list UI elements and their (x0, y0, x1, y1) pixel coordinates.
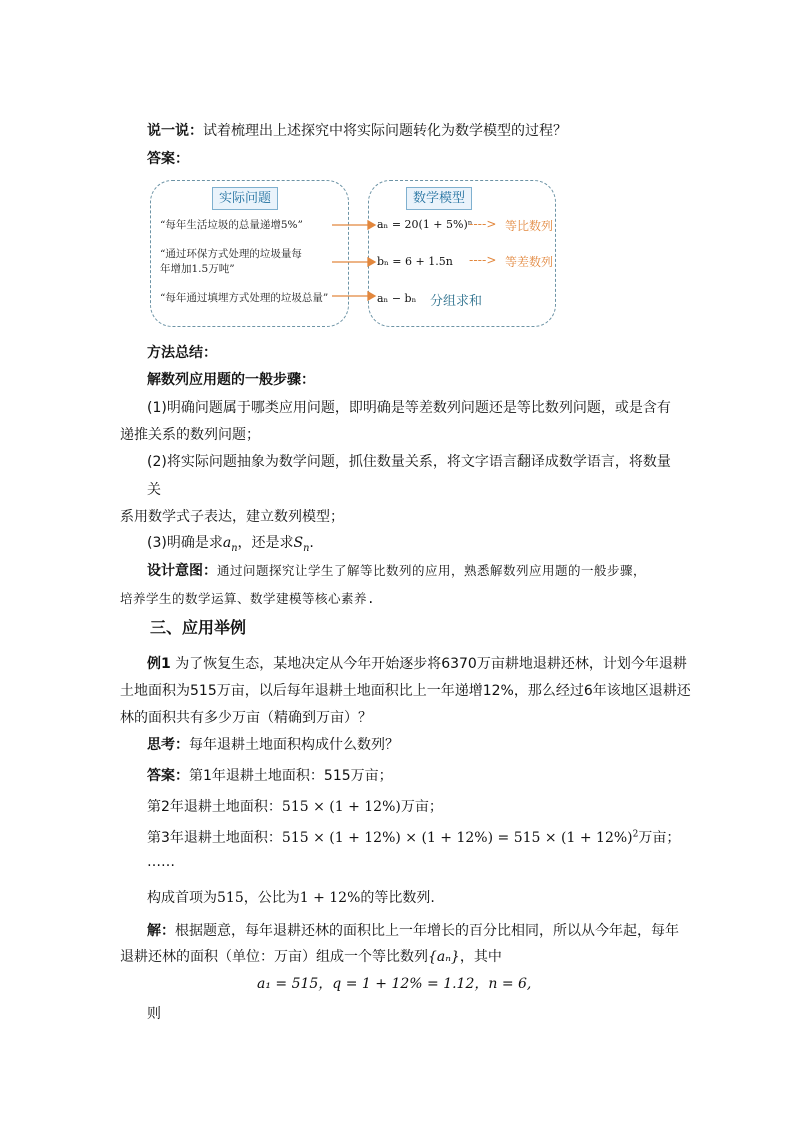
step-3-sn: S (293, 535, 304, 551)
discuss-line (147, 120, 567, 140)
step-3-pre: (3)明确是求 (147, 535, 223, 551)
year-3-pre: 第3年退耕土地面积： (147, 830, 282, 846)
step-3-end: . (309, 535, 314, 551)
solution-formula: a₁ = 515，q = 1 + 12% = 1.12，n = 6, (257, 976, 532, 992)
year-2-post: 万亩； (400, 799, 443, 815)
answer-year-3 (147, 827, 680, 847)
year-3-math: 515 × (1 + 12%) × (1 + 12%) = 515 × (1 + 12%) (281, 830, 633, 846)
discuss-label: 说一说： (147, 123, 203, 139)
conclusion-a: 515 (217, 890, 244, 906)
think-label: 思考： (147, 737, 189, 753)
example-label: 例1 (147, 656, 171, 672)
section-heading: 三、应用举例 (150, 618, 247, 637)
think-text: 每年退耕土地面积构成什么数列？ (189, 737, 399, 753)
design-line-1 (147, 560, 646, 580)
example-line-2: 土地面积为515万亩，以后每年退耕土地面积比上一年递增12%，那么经过6年该地区退耕还 (120, 683, 691, 699)
step-3-an-sub: n (231, 542, 238, 554)
arrow-2-head (368, 258, 375, 266)
conclusion-q: 1 + 12% (299, 890, 361, 906)
arrow-1-head (368, 221, 375, 229)
answer-year-1 (147, 765, 393, 785)
year-1-text: 第1年退耕土地面积：515万亩； (189, 768, 393, 784)
step-3-an: a (222, 535, 232, 551)
conclusion-mid: ，公比为 (243, 890, 300, 906)
example-text-1: 为了恢复生态，某地决定从今年开始逐步将6370万亩耕地退耕还林，计划今年退耕 (170, 656, 687, 672)
step-1-line-1: (1)明确问题属于哪类应用问题，即明确是等差数列问题还是等比数列问题，或是含有 (147, 400, 671, 416)
real-problem-title: 实际问题 (212, 187, 278, 210)
model-eq-3: aₙ − bₙ (377, 292, 417, 305)
solution-line-2-pre: 退耕还林的面积（单位：万亩）组成一个等比数列 (120, 949, 428, 965)
method-subtitle: 解数列应用题的一般步骤： (147, 372, 315, 388)
math-model-title: 数学模型 (406, 187, 472, 210)
conclusion-pre: 构成首项为 (147, 890, 217, 906)
example-line-3: 林的面积共有多少万亩（精确到万亩）？ (120, 710, 372, 726)
answer-year-2 (147, 796, 443, 816)
model-eq-2: bₙ = 6 + 1.5n (377, 255, 453, 268)
solution-line-2-post: ，其中 (459, 949, 502, 965)
dash-arrow-2: ----> (469, 253, 497, 267)
think-line (147, 734, 399, 754)
step-3 (147, 532, 314, 554)
design-line-2: 培养学生的数学运算、数学建模等核心素养. (120, 591, 376, 606)
solution-line-1 (147, 920, 679, 940)
example-line-1 (147, 653, 687, 673)
year-2-pre: 第2年退耕土地面积： (147, 799, 282, 815)
design-text-1: 通过问题探究让学生了解等比数列的应用，熟悉解数列应用题的一般步骤， (217, 563, 647, 578)
dash-arrow-1: ----> (469, 217, 497, 231)
step-2-line-1: (2)将实际问题抽象为数学问题，抓住数量关系，将文字语言翻译成数学语言，将数量 (147, 454, 671, 470)
answer2-label: 答案： (147, 768, 189, 784)
step-3-sn-sub: n (303, 542, 310, 554)
discuss-text: 试着梳理出上述探究中将实际问题转化为数学模型的过程？ (203, 123, 567, 139)
step-2-line-2: 关 (147, 482, 161, 498)
problem-quote-2a: “通过环保方式处理的垃圾量每 (160, 248, 302, 260)
model-tag-1: 等比数列 (505, 219, 554, 233)
problem-quote-1: “每年生活垃圾的总量递增5%” (160, 219, 303, 231)
solution-then: 则 (147, 1006, 161, 1022)
problem-quote-3: “每年通过填埋方式处理的垃圾总量” (160, 292, 329, 304)
conclusion (147, 887, 435, 907)
step-3-mid: ，还是求 (237, 535, 294, 551)
step-2-line-3: 系用数学式子表达，建立数列模型； (120, 509, 344, 525)
model-tag-2: 等差数列 (505, 255, 554, 269)
connector-arrows (320, 215, 380, 305)
ellipsis: …… (147, 854, 175, 870)
conclusion-post: 的等比数列. (360, 890, 435, 906)
year-3-sup: 2 (632, 829, 639, 840)
arrow-3-head (368, 292, 375, 300)
year-2-math: 515 × (1 + 12%) (281, 799, 401, 815)
problem-quote-2b: 年增加1.5万吨” (160, 263, 235, 275)
step-1-line-2: 递推关系的数列问题； (120, 427, 260, 443)
model-tag-3: 分组求和 (430, 294, 483, 309)
design-label: 设计意图： (147, 563, 217, 579)
solution-line-2 (120, 946, 502, 966)
solution-seq: {aₙ} (428, 949, 460, 965)
year-3-post: 万亩； (638, 830, 681, 846)
solution-label: 解： (147, 923, 175, 939)
answer-label: 答案： (147, 151, 189, 167)
solution-text-1: 根据题意，每年退耕还林的面积比上一年增长的百分比相同，所以从今年起，每年 (175, 923, 679, 939)
method-title: 方法总结： (147, 345, 217, 361)
model-eq-1: aₙ = 20(1 + 5%)ⁿ (377, 218, 473, 231)
